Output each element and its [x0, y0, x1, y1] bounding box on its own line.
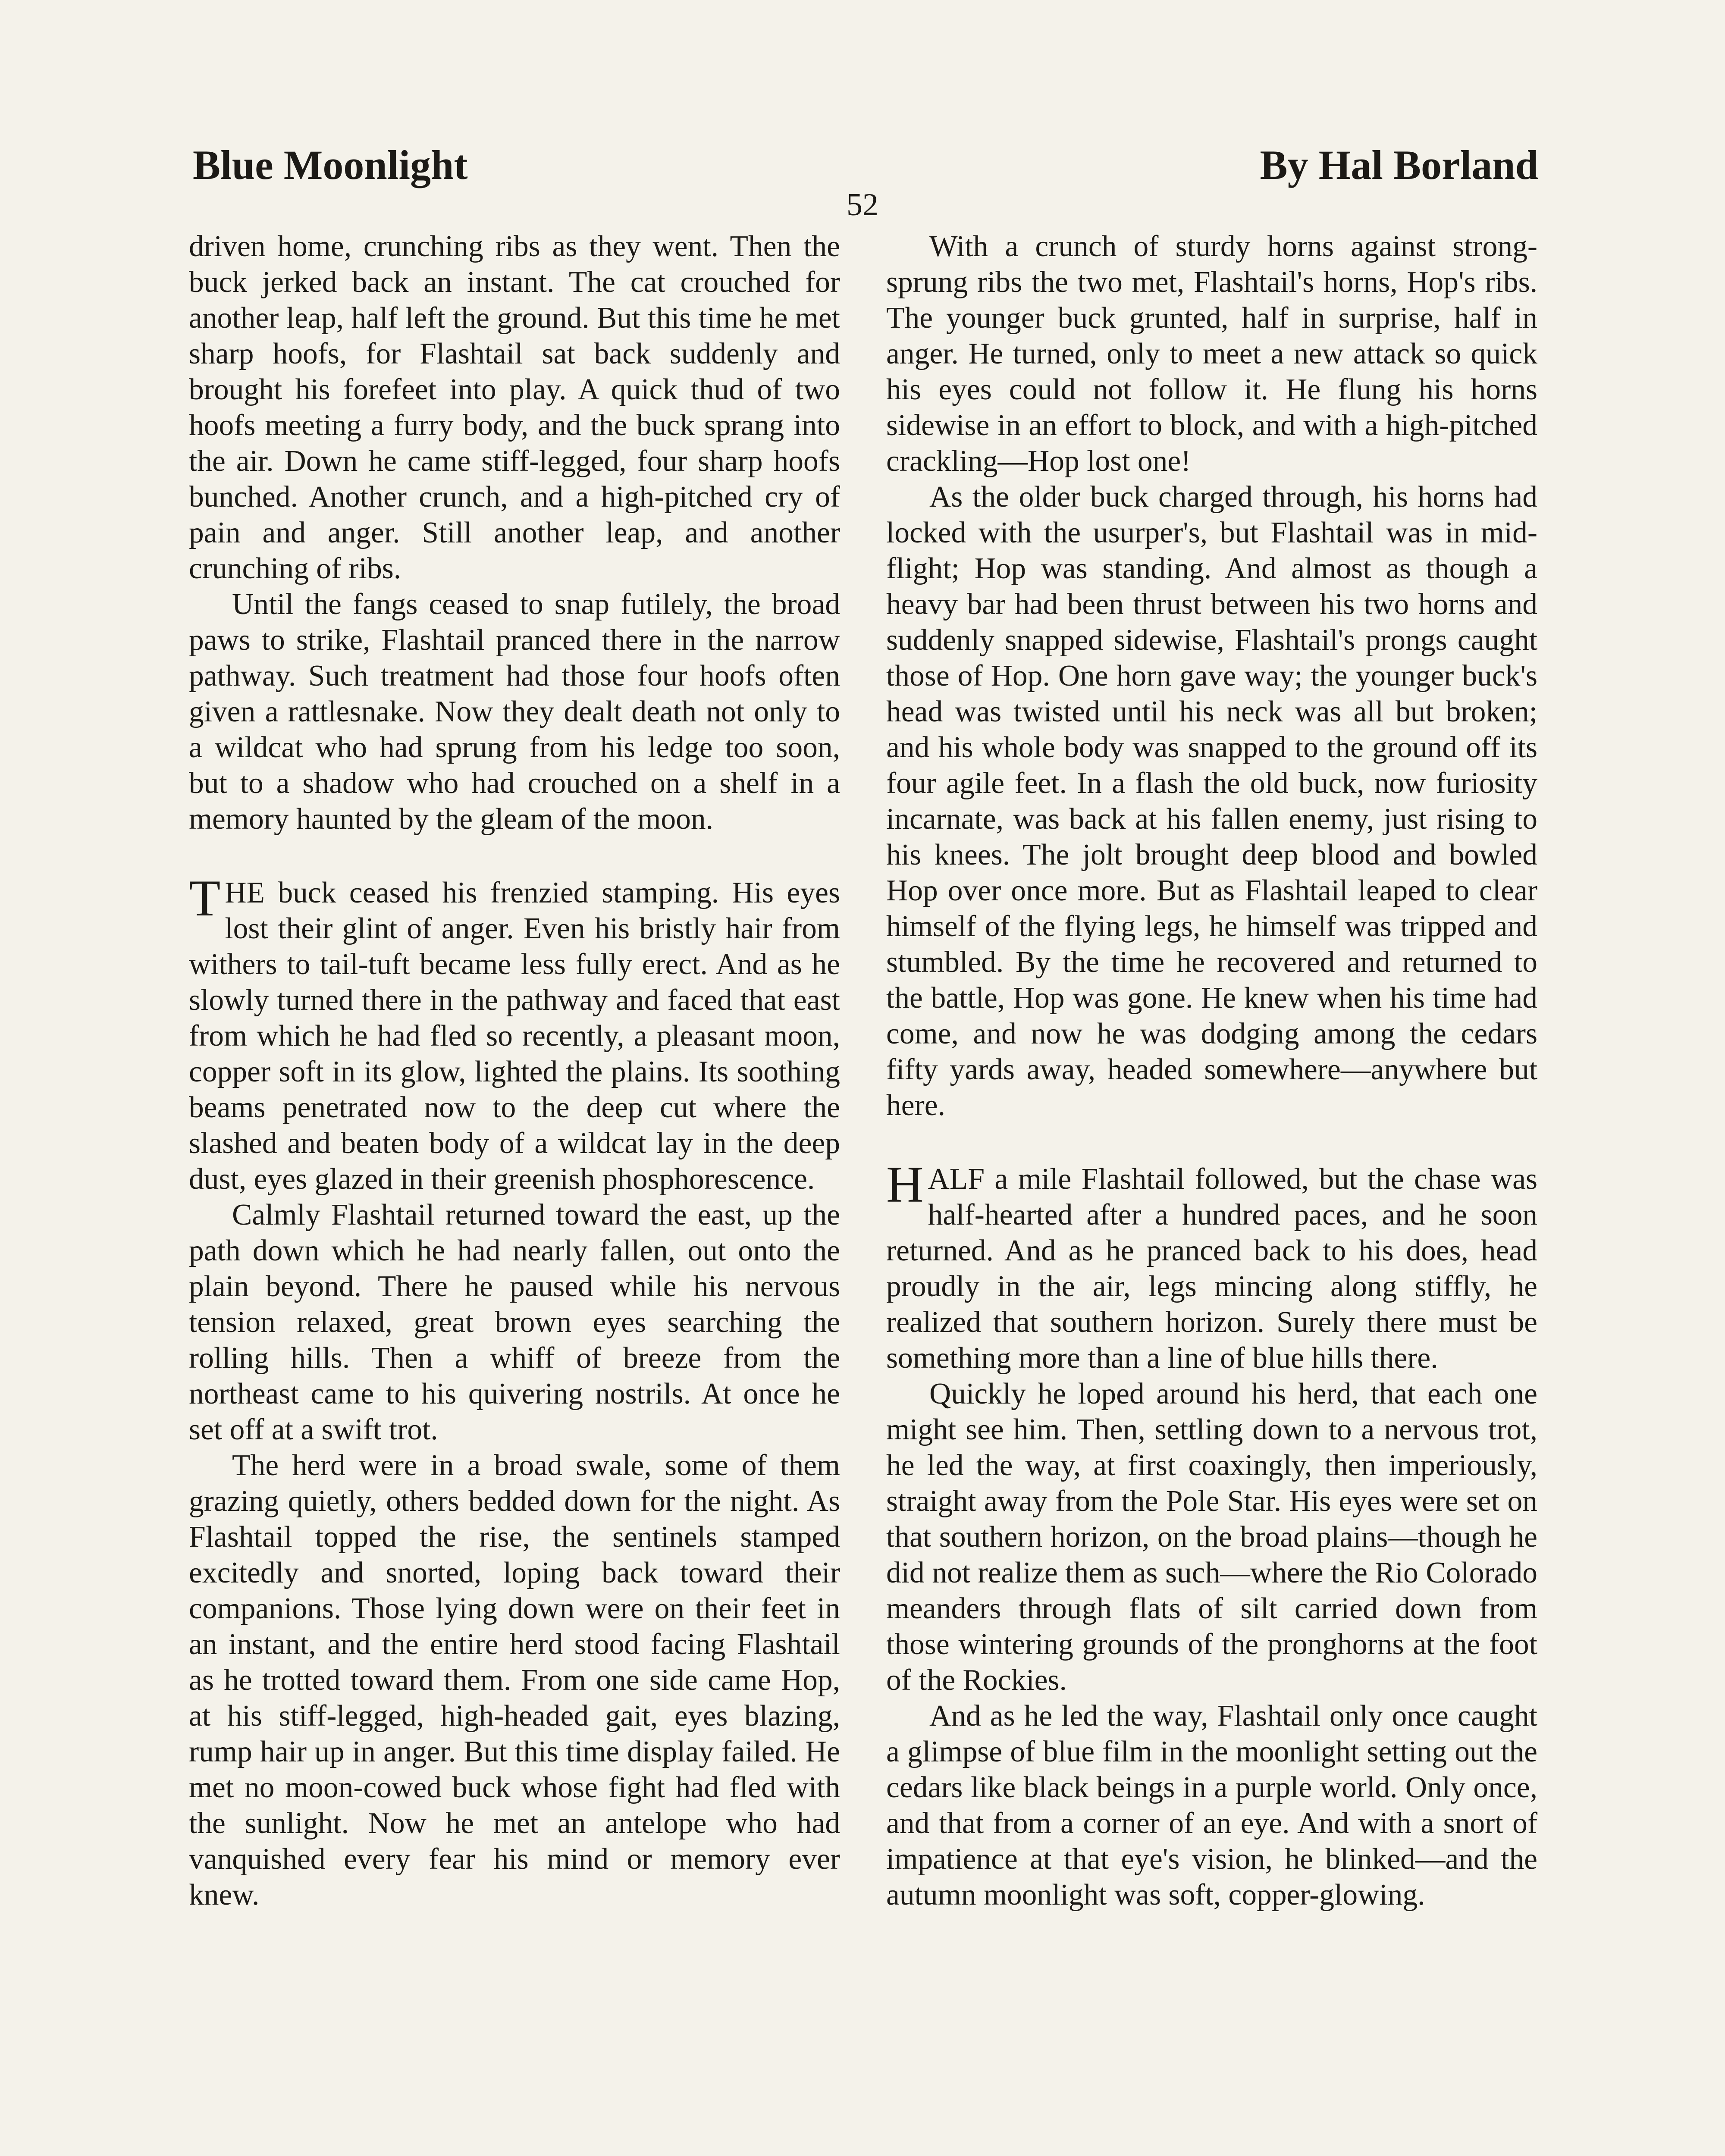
paragraph: The herd were in a broad swale, some of them grazing quietly, others bedded down for the night. As Flashtail topped the rise, the sentinels stamped excitedly and snorted, loping back toward their companions. Those lying down were on their feet in an instant, and the entire herd stood facing Flashtail as he trotted toward them. From one side came Hop, at his stiff-legged, high-headed gait, eyes blazing, rump hair up in anger. But this time display failed. He met no moon-cowed buck whose fight had fled with the sunlight. Now he met an antelope who had vanquished every fear his mind or memory ever knew.	[189, 1449, 840, 1912]
story-title: Blue Moonlight	[193, 142, 468, 188]
paragraph: driven home, crunching ribs as they went. Then the buck jerked back an instant. The cat crouched for another leap, half left the ground. But this time he met sharp hoofs, for Flashtail sat back suddenly and brought his forefeet into play. A quick thud of two hoofs meeting a furry body, and the buck sprang into the air. Down he came stiff-legged, four sharp hoofs bunched. Another crunch, and a high-pitched cry of pain and anger. Still another leap, and another crunching of ribs.	[189, 230, 840, 585]
paragraph: Until the fangs ceased to snap futilely, the broad paws to strike, Flashtail pranced there in the narrow pathway. Such treatment had those four hoofs often given a rattlesnake. Now they dealt death not only to a wildcat who had sprung from his ledge too soon, but to a shadow who had crouched on a shelf in a memory haunted by the gleam of the moon.	[189, 588, 840, 836]
page-number: 52	[847, 187, 878, 222]
paragraph: Quickly he loped around his herd, that each one might see him. Then, settling down to a nervous trot, he led the way, at first coaxingly, then imperiously, straight away from the Pole Star. His eyes were set on that southern horizon, on the broad plains—though he did not realize them as such—where the Rio Colorado meanders through flats of silt carried down from those wintering grounds of the pronghorns at the foot of the Rockies.	[886, 1377, 1537, 1697]
story-author: By Hal Borland	[1260, 142, 1538, 188]
left-column	[189, 229, 840, 1913]
paragraph: And as he led the way, Flashtail only once caught a glimpse of blue film in the moonlight setting out the cedars like black beings in a purple world. Only once, and that from a corner of an eye. And with a snort of impatience at that eye's vision, he blinked—and the autumn moonlight was soft, copper-glowing.	[886, 1699, 1537, 1912]
paragraph: With a crunch of sturdy horns against strong-sprung ribs the two met, Flashtail's horns, Hop's ribs. The younger buck grunted, half in surprise, half in anger. He turned, only to meet a new attack so quick his eyes could not follow it. He flung his horns sidewise in an effort to block, and with a high-pitched crackling—Hop lost one!	[886, 230, 1537, 478]
right-column	[886, 229, 1537, 1913]
section-opening-paragraph: HALF a mile Flashtail followed, but the chase was half-hearted after a hundred paces, and he soon returned. And as he pranced back to his does, head proudly in the air, legs mincing along stiffly, he realized that southern horizon. Surely there must be something more than a line of blue hills there.	[886, 1156, 1537, 1375]
paragraph: Calmly Flashtail returned toward the east, up the path down which he had nearly fallen, out onto the plain beyond. There he paused while his nervous tension relaxed, great brown eyes searching the rolling hills. Then a whiff of breeze from the northeast came to his quivering nostrils. At once he set off at a swift trot.	[189, 1198, 840, 1446]
section-opening-paragraph: THE buck ceased his frenzied stamping. His eyes lost their glint of anger. Even his bristly hair from withers to tail-tuft became less fully erect. And as he slowly turned there in the pathway and faced that east from which he had fled so recently, a pleasant moon, copper soft in its glow, lighted the plains. Its soothing beams penetrated now to the deep cut where the slashed and beaten body of a wildcat lay in the deep dust, eyes glazed in their greenish phosphorescence.	[189, 869, 840, 1196]
paragraph: As the older buck charged through, his horns had locked with the usurper's, but Flashtail was in mid-flight; Hop was standing. And almost as though a heavy bar had been thrust between his two horns and suddenly snapped sidewise, Flashtail's prongs caught those of Hop. One horn gave way; the younger buck's head was twisted until his neck was all but broken; and his whole body was snapped to the ground off its four agile feet. In a flash the old buck, now furiosity incarnate, was back at his fallen enemy, just rising to his knees. The jolt brought deep blood and bowled Hop over once more. But as Flashtail leaped to clear himself of the flying legs, he himself was tripped and stumbled. By the time he recovered and returned to the battle, Hop was gone. He knew when his time had come, and now he was dodging among the cedars fifty yards away, headed somewhere—anywhere but here.	[886, 480, 1537, 1122]
